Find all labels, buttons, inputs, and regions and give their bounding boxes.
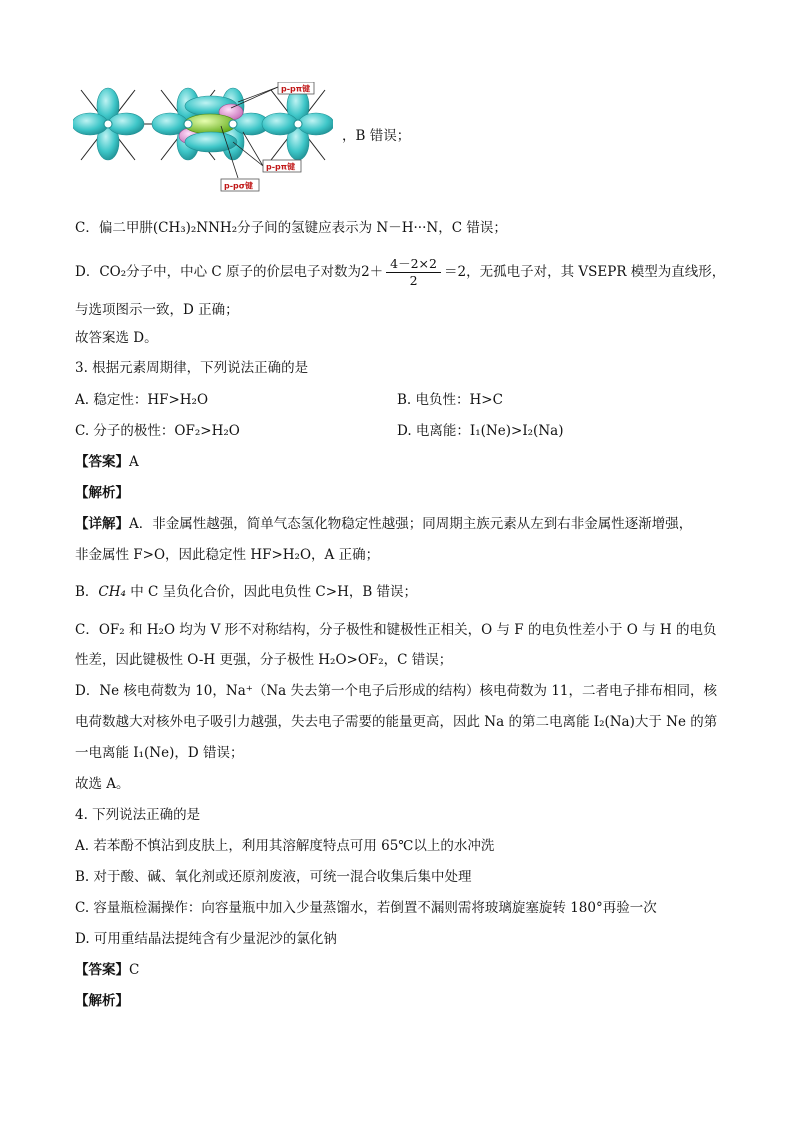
fraction	[386, 256, 441, 289]
detail-tag: 【详解】	[75, 516, 129, 532]
q3-detail-b	[75, 582, 417, 602]
text-segment: 中 C 呈负化合价，因此电负性 C>H，B 错误；	[125, 584, 418, 600]
q3-option-b: B. 电负性：H>C	[397, 392, 503, 408]
q2-explain-d	[75, 256, 725, 289]
text-segment: A．非金属性越强，简单气态氢化物稳定性越强；同周期主族元素从左到右非金属性逐渐增强，	[129, 516, 693, 532]
q2-conclusion: 故答案选 D。	[75, 330, 158, 346]
q4-analysis-tag: 【解析】	[75, 993, 129, 1009]
math: ＝2	[444, 264, 467, 280]
q3-conclusion: 故选 A。	[75, 776, 130, 792]
q3-analysis-tag: 【解析】	[75, 485, 129, 501]
q4-option-b: B. 对于酸、碱、氧化剂或还原剂废液，可统一混合收集后集中处理	[75, 869, 472, 885]
math: 2＋	[361, 264, 384, 280]
q3-detail-c2: 性差，因此键极性 O-H 更强，分子极性 H₂O>OF₂，C 错误；	[75, 652, 453, 668]
answer-tag: 【答案】	[75, 962, 129, 978]
formula: CH₄	[98, 584, 126, 600]
orbital-overlap-figure	[73, 82, 333, 194]
fraction-denominator: 2	[409, 273, 418, 288]
q3-detail-d1: D．Ne 核电荷数为 10，Na⁺（Na 失去第一个电子后形成的结构）核电荷数为 11，二者电子排布相同，核	[75, 683, 717, 699]
q3-detail-d2: 电荷数越大对核外电子吸引力越强，失去电子需要的能量更高，因此 Na 的第二电离能 I₂(Na)大于 Ne 的第	[75, 714, 718, 730]
q4-option-d: D. 可用重结晶法提纯含有少量泥沙的氯化钠	[75, 931, 337, 947]
formula: (CH₃)₂NNH₂	[152, 220, 238, 236]
pp-pi-label-right: p-pπ键	[266, 162, 296, 172]
text-segment: ，无孤电子对，其 VSEPR 模型为直线形，	[466, 264, 726, 280]
pp-sigma-label: p-pσ键	[224, 181, 254, 191]
formula: N－H···N	[376, 220, 439, 236]
q3-option-a: A. 稳定性：HF>H₂O	[75, 392, 209, 408]
fraction-numerator: 4－2×2	[386, 256, 441, 273]
q3-detail-a1	[75, 514, 692, 534]
text-segment: B．	[75, 584, 99, 600]
q4-option-c: C. 容量瓶检漏操作：向容量瓶中加入少量蒸馏水，若倒置不漏则需将玻璃旋塞旋转 180°再验一次	[75, 900, 657, 916]
q3-stem: 3. 根据元素周期律，下列说法正确的是	[75, 360, 309, 376]
pp-pi-label-top: p-pπ键	[281, 84, 311, 94]
answer-value: A	[129, 454, 139, 470]
q3-detail-a2: 非金属性 F>O，因此稳定性 HF>H₂O，A 正确；	[75, 547, 380, 563]
text-segment: D．	[75, 264, 100, 280]
q3-answer	[75, 452, 139, 472]
answer-value: C	[129, 962, 140, 978]
text-segment: 分子中，中心 C 原子的价层电子对数为	[126, 264, 362, 280]
text-segment: ，C 错误；	[438, 220, 507, 236]
q2-explain-c	[75, 218, 507, 238]
q3-option-c: C. 分子的极性：OF₂>H₂O	[75, 423, 240, 439]
q4-stem: 4. 下列说法正确的是	[75, 807, 201, 823]
q3-detail-d3: 一电离能 I₁(Ne)，D 错误；	[75, 745, 244, 761]
formula: CO₂	[99, 264, 127, 280]
q3-detail-c1: C．OF₂ 和 H₂O 均为 V 形不对称结构，分子极性和键极性正相关，O 与 F 的电负性差小于 O 与 H 的电负	[75, 622, 717, 638]
q4-answer	[75, 960, 139, 980]
q4-option-a: A. 若苯酚不慎沾到皮肤上，利用其溶解度特点可用 65℃以上的水冲洗	[75, 838, 495, 854]
figure-caption: ，B 错误；	[342, 128, 411, 144]
answer-tag: 【答案】	[75, 454, 129, 470]
text-segment: C．偏二甲肼	[75, 220, 153, 236]
text-segment: 分子间的氢键应表示为	[237, 220, 373, 236]
q3-option-d: D. 电离能：I₁(Ne)>I₂(Na)	[397, 423, 564, 439]
q2-explain-d-cont: 与选项图示一致，D 正确；	[75, 302, 239, 318]
